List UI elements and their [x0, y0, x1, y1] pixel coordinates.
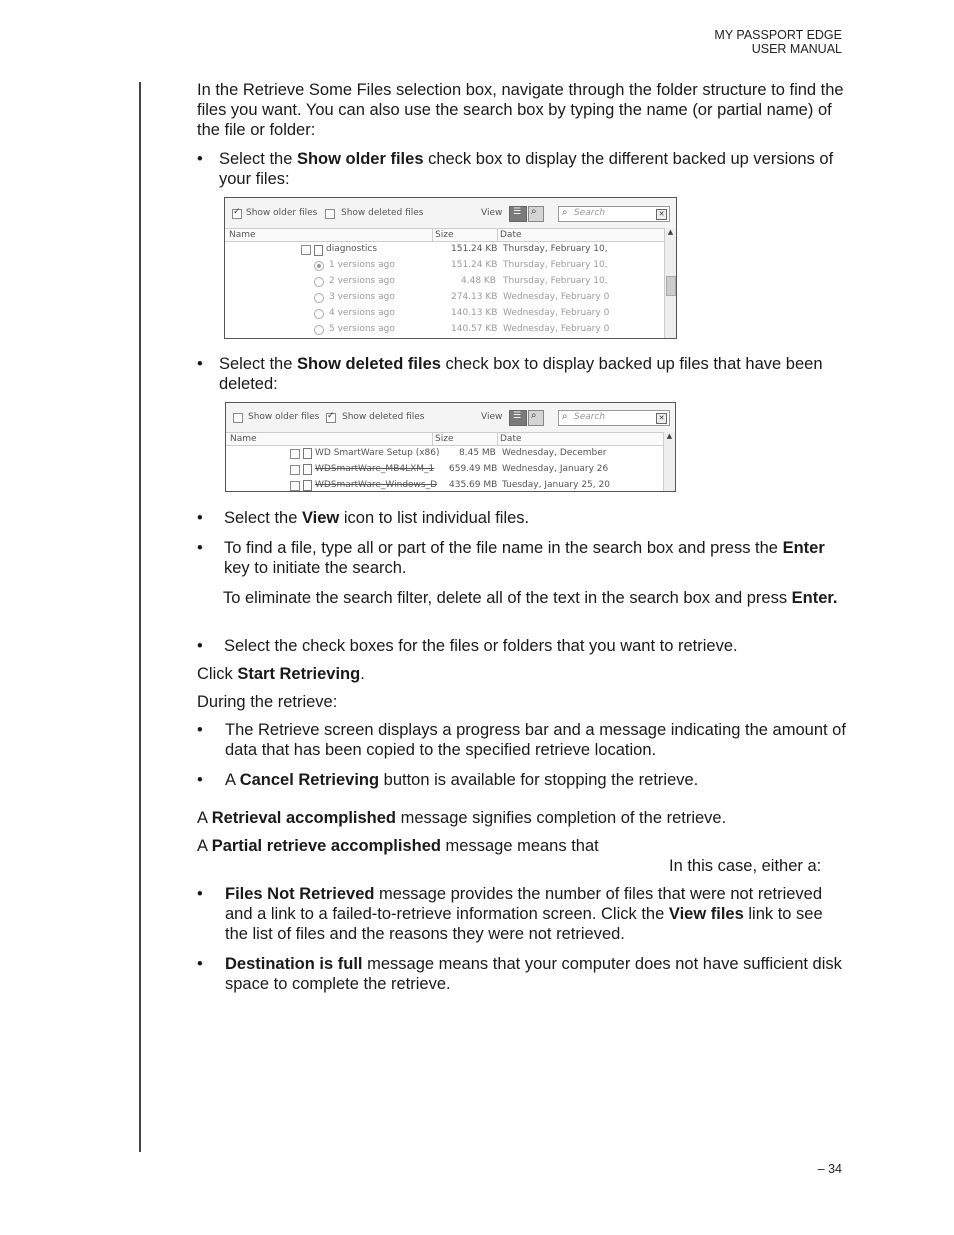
screenshot-show-deleted-files — [225, 402, 676, 492]
show-deleted-label: Show deleted files — [341, 208, 424, 218]
view-list-icon[interactable] — [509, 206, 527, 222]
row-date: Thursday, February 10, — [503, 276, 608, 286]
row-size: 140.13 KB — [451, 308, 498, 318]
row-size: 4.48 KB — [461, 276, 496, 286]
row-name: diagnostics — [326, 244, 378, 254]
bullet-destination-full: Destination is full message means that your computer does not have sufficient disk space to complete the retrieve. — [225, 955, 842, 993]
term-enter: Enter — [782, 539, 825, 557]
table-header — [226, 432, 663, 446]
row-size: 8.45 MB — [459, 448, 496, 458]
bullet-marker: • — [197, 509, 203, 527]
page-number: – 34 — [817, 1162, 842, 1176]
version-radio[interactable] — [314, 261, 324, 271]
term-show-older-files: Show older files — [296, 150, 424, 168]
header-manual: USER MANUAL — [751, 42, 842, 56]
row-name: 3 versions ago — [329, 292, 395, 302]
search-icon: ⌕ — [562, 207, 568, 218]
shot-toolbar — [226, 403, 675, 433]
show-older-checkbox[interactable] — [233, 413, 243, 423]
table-row[interactable] — [226, 446, 663, 462]
file-icon — [314, 245, 323, 256]
table-header — [225, 228, 664, 242]
bullet-show-deleted: Select the Show deleted files check box to display backed up files that have been deleted: — [219, 355, 823, 393]
table-row[interactable] — [225, 242, 664, 258]
term-view: View — [301, 509, 340, 527]
row-date: Wednesday, February 0 — [503, 308, 610, 318]
row-size: 151.24 KB — [451, 244, 498, 254]
term-enter: Enter. — [791, 589, 838, 607]
table-row[interactable] — [225, 258, 664, 274]
partial-retrieve-tail: In this case, either a: — [669, 857, 822, 875]
bullet-marker: • — [197, 771, 203, 789]
row-date: Thursday, February 10, — [503, 244, 608, 254]
bullet-marker: • — [197, 955, 203, 973]
running-header — [714, 28, 842, 56]
bullet-cancel-retrieving: A Cancel Retrieving button is available for stopping the retrieve. — [225, 771, 699, 789]
col-date[interactable]: Date — [497, 433, 660, 445]
row-name: WD SmartWare Setup (x86) — [315, 448, 440, 458]
scroll-thumb[interactable] — [666, 276, 676, 296]
show-older-label: Show older files — [248, 412, 320, 422]
row-date: Wednesday, February 0 — [503, 324, 610, 334]
row-name: WDSmartWare_Windows_D — [315, 480, 438, 490]
table-row[interactable] — [225, 322, 664, 338]
clear-search-icon[interactable]: ✕ — [656, 413, 667, 424]
file-icon — [303, 480, 312, 491]
row-size: 274.13 KB — [451, 292, 498, 302]
row-checkbox[interactable] — [301, 245, 311, 255]
file-icon — [303, 464, 312, 475]
vertical-scrollbar[interactable] — [664, 228, 676, 338]
bullet-view-icon: Select the View icon to list individual files. — [224, 509, 530, 527]
term-partial-retrieve-accomplished: Partial retrieve accomplished — [211, 837, 441, 855]
row-checkbox[interactable] — [290, 449, 300, 459]
row-date: Wednesday, January 26 — [502, 464, 609, 474]
search-input[interactable] — [558, 410, 670, 426]
scroll-up-icon[interactable]: ▲ — [666, 432, 673, 440]
row-date: Tuesday, January 25, 20 — [502, 480, 610, 490]
view-label: View — [481, 412, 503, 422]
show-older-checkbox[interactable] — [232, 209, 242, 219]
row-name: 5 versions ago — [329, 324, 395, 334]
term-start-retrieving: Start Retrieving — [237, 665, 361, 683]
show-deleted-checkbox[interactable] — [326, 413, 336, 423]
table-row[interactable] — [225, 306, 664, 322]
version-radio[interactable] — [314, 309, 324, 319]
show-older-label: Show older files — [246, 208, 318, 218]
bullet-marker: • — [197, 885, 203, 903]
row-size: 151.24 KB — [451, 260, 498, 270]
search-input[interactable] — [558, 206, 670, 222]
partial-retrieve-paragraph: A Partial retrieve accomplished message means that — [197, 837, 599, 855]
col-name[interactable]: Name — [230, 434, 257, 444]
row-date: Thursday, February 10, — [503, 260, 608, 270]
bullet-files-not-retrieved: Files Not Retrieved message provides the number of files that were not retrieved and a link to a failed-to-retrieve information screen. Click the View files link to see the list of files and the reasons they were not retrieved. — [225, 885, 823, 943]
retrieval-accomplished-paragraph: A Retrieval accomplished message signifies completion of the retrieve. — [197, 809, 727, 827]
version-radio[interactable] — [314, 293, 324, 303]
table-row[interactable] — [226, 478, 663, 494]
row-name: WDSmartWare_MB4LXM_1 — [315, 464, 435, 474]
table-row[interactable] — [225, 290, 664, 306]
bullet-marker: • — [197, 539, 203, 557]
row-size: 659.49 MB — [449, 464, 498, 474]
header-product: MY PASSPORT EDGE — [714, 28, 842, 42]
shot-toolbar — [225, 198, 676, 228]
clear-search-icon[interactable]: ✕ — [656, 209, 667, 220]
setup-file-icon — [303, 448, 312, 459]
vertical-scrollbar[interactable] — [663, 432, 675, 491]
row-name: 2 versions ago — [329, 276, 395, 286]
row-size: 435.69 MB — [449, 480, 498, 490]
col-size[interactable]: Size — [432, 229, 495, 241]
search-placeholder: Search — [574, 412, 606, 422]
view-search-icon[interactable] — [528, 206, 544, 222]
bullet-marker: • — [197, 150, 203, 168]
show-deleted-label: Show deleted files — [342, 412, 425, 422]
col-name[interactable]: Name — [229, 230, 256, 240]
intro-paragraph: In the Retrieve Some Files selection box, navigate through the folder structure to find the files you want. You can also use the search box by typing the name (or partial name) of the file or folder: — [197, 81, 844, 139]
term-show-deleted-files: Show deleted files — [296, 355, 441, 373]
term-retrieval-accomplished: Retrieval accomplished — [211, 809, 397, 827]
bullet-progress-bar: The Retrieve screen displays a progress bar and a message indicating the amount of data that has been copied to the specified retrieve location. — [225, 721, 846, 759]
row-size: 140.57 KB — [451, 324, 498, 334]
view-list-icon[interactable] — [509, 410, 527, 426]
view-search-icon[interactable] — [528, 410, 544, 426]
term-destination-is-full: Destination is full — [225, 955, 363, 973]
table-row[interactable] — [226, 462, 663, 478]
version-radio[interactable] — [314, 277, 324, 287]
screenshot-show-older-files — [224, 197, 677, 339]
bullet-marker: • — [197, 355, 203, 373]
search-icon: ⌕ — [562, 411, 568, 422]
scroll-up-icon[interactable]: ▲ — [667, 228, 674, 236]
view-label: View — [481, 208, 503, 218]
version-radio[interactable] — [314, 325, 324, 335]
margin-rule — [139, 82, 141, 1152]
row-date: Wednesday, December — [502, 448, 607, 458]
term-cancel-retrieving: Cancel Retrieving — [239, 771, 380, 789]
bullet-select-checkboxes: Select the check boxes for the files or folders that you want to retrieve. — [224, 637, 738, 655]
search-placeholder: Search — [574, 208, 606, 218]
term-files-not-retrieved: Files Not Retrieved — [225, 885, 375, 903]
row-date: Wednesday, February 0 — [503, 292, 610, 302]
bullet-find-file: To find a file, type all or part of the file name in the search box and press the Enter key to initiate the search. — [224, 539, 825, 577]
row-name: 4 versions ago — [329, 308, 395, 318]
term-view-files: View files — [668, 905, 744, 923]
bullet-marker: • — [197, 721, 203, 739]
row-checkbox[interactable] — [290, 481, 300, 491]
row-checkbox[interactable] — [290, 465, 300, 475]
click-start-retrieving: Click Start Retrieving. — [197, 665, 365, 683]
col-date[interactable]: Date — [497, 229, 660, 241]
bullet-show-older: Select the Show older files check box to display the different backed up versions of your files: — [219, 150, 834, 188]
col-size[interactable]: Size — [432, 433, 495, 445]
during-retrieve: During the retrieve: — [197, 693, 338, 711]
row-name: 1 versions ago — [329, 260, 395, 270]
table-row[interactable] — [225, 274, 664, 290]
search-filter-note: To eliminate the search filter, delete all of the text in the search box and press Enter. — [223, 589, 838, 607]
show-deleted-checkbox[interactable] — [325, 209, 335, 219]
bullet-marker: • — [197, 637, 203, 655]
